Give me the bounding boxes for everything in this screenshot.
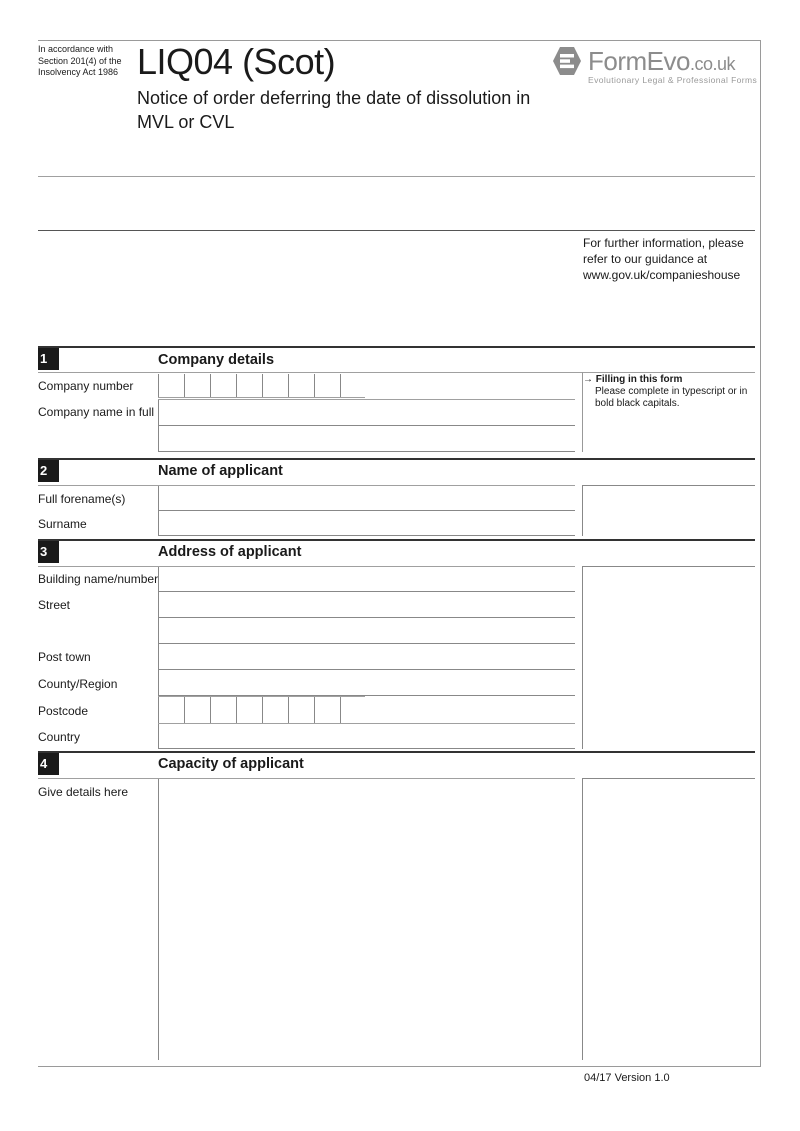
formevo-logo [550,44,760,86]
version-label: 04/17 Version 1.0 [584,1072,670,1084]
digit-box[interactable] [288,374,289,397]
digit-box[interactable] [262,374,263,397]
side-box [582,485,755,536]
section-number: 3 [38,541,59,563]
digit-box[interactable] [236,374,237,397]
digit-box[interactable] [314,374,315,397]
surname-field[interactable] [158,511,575,536]
char-box[interactable] [262,697,263,723]
section-number: 4 [38,753,59,775]
side-box [582,778,755,1060]
digit-box[interactable] [184,374,185,397]
filling-note-body: Please complete in typescript or in bold black capitals. [595,386,748,409]
char-box[interactable] [210,697,211,723]
side-divider [582,372,583,452]
legal-reference: In accordance with Section 201(4) of the Insolvency Act 1986 [38,44,122,77]
building-label: Building name/number [38,572,159,586]
char-box[interactable] [314,697,315,723]
country-label: Country [38,730,81,744]
section-number: 1 [38,348,59,370]
form-title: Notice of order deferring the date of dissolution in MVL or CVL [137,88,531,132]
digit-box[interactable] [340,374,341,397]
logo-tagline: Evolutionary Legal & Professional Forms [588,75,758,85]
char-box[interactable] [288,697,289,723]
section-title: Capacity of applicant [158,756,304,772]
building-field[interactable] [158,567,575,592]
post-town-field[interactable] [158,644,575,670]
form-code: LIQ04 (Scot) [137,41,336,82]
postcode-label: Postcode [38,704,89,718]
company-name-field[interactable] [158,400,575,426]
char-box[interactable] [158,697,159,723]
country-field[interactable] [158,724,575,749]
street-field-line2[interactable] [158,618,575,644]
company-name-field-line2[interactable] [158,426,575,452]
header-divider [38,230,755,231]
digit-box[interactable] [158,374,159,397]
filling-note [583,374,760,410]
section-rule [38,346,755,348]
post-town-label: Post town [38,650,91,664]
logo-domain: .co.uk [689,54,735,74]
section-title: Company details [158,352,275,368]
surname-label: Surname [38,517,87,531]
filling-note-title: → Filling in this form [583,374,683,385]
digit-box[interactable] [210,374,211,397]
section-rule [38,751,755,753]
section-number: 2 [38,460,59,482]
field-underline [158,397,365,398]
section-rule [38,778,575,779]
section-rule [38,372,755,373]
forename-label: Full forename(s) [38,492,126,506]
section-title: Name of applicant [158,463,283,479]
section-title: Address of applicant [158,544,302,560]
capacity-details-field[interactable] [158,779,159,1060]
forename-field[interactable] [158,486,575,511]
arrow-right-icon: → [583,374,596,385]
county-field[interactable] [158,670,575,696]
street-label: Street [38,598,71,612]
field-topline [158,696,365,697]
section-rule [38,458,755,460]
logo-brand: FormEvo [588,46,690,76]
company-number-label: Company number [38,379,134,393]
char-box[interactable] [236,697,237,723]
char-box[interactable] [340,697,341,723]
guidance-note: For further information, please refer to our guidance at www.gov.uk/companieshouse [583,236,744,282]
char-box[interactable] [184,697,185,723]
header-divider [38,176,755,177]
street-field[interactable] [158,592,575,618]
section-rule [38,539,755,541]
side-box [582,566,755,749]
formevo-logo-icon [552,46,582,76]
details-label: Give details here [38,785,129,799]
county-label: County/Region [38,677,118,691]
company-name-label: Company name in full [38,405,155,419]
